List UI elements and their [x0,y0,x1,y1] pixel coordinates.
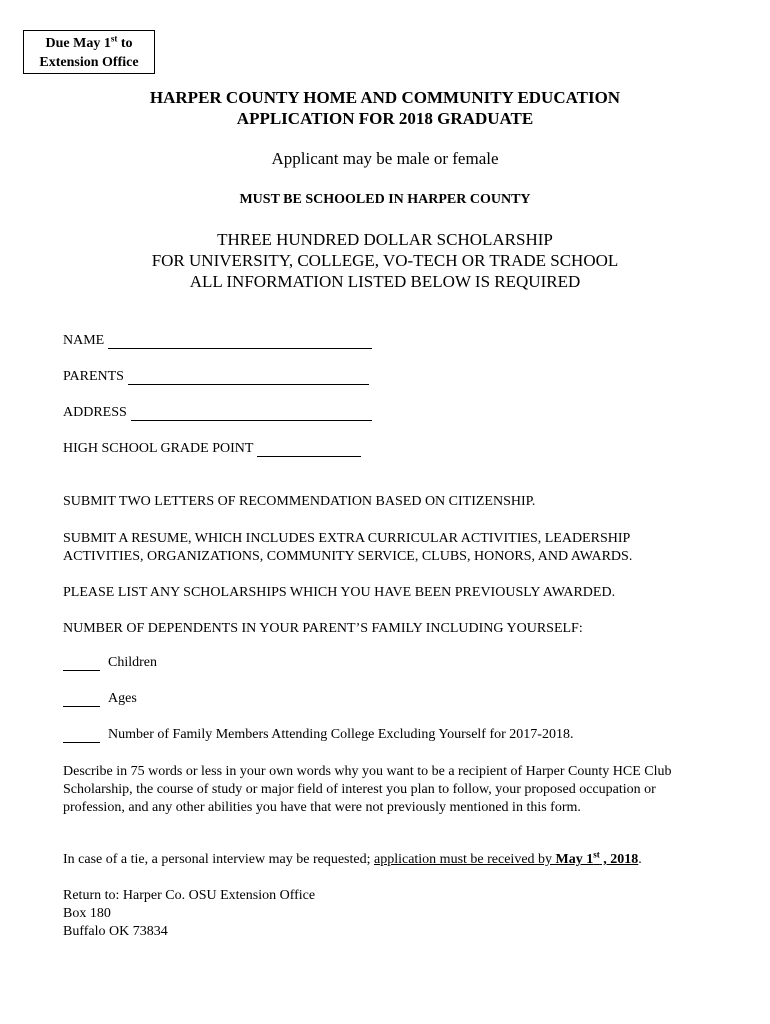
scholarships-instruction: PLEASE LIST ANY SCHOLARSHIPS WHICH YOU HAVE BEEN PREVIOUSLY AWARDED. [63,585,616,600]
form-title: HARPER COUNTY HOME AND COMMUNITY EDUCATION APPLICATION FOR 2018 GRADUATE [149,88,621,128]
due-office-line: Extension Office [39,55,139,70]
letters-instruction: SUBMIT TWO LETTERS OF RECOMMENDATION BASED ON CITIZENSHIP. [63,494,536,509]
gpa-blank[interactable] [257,444,361,457]
college-members-field[interactable]: Number of Family Members Attending College Excluding Yourself for 2017-2018. [63,727,573,743]
children-field[interactable]: Children [63,655,157,671]
scholarship-heading: THREE HUNDRED DOLLAR SCHOLARSHIP FOR UNIVERSITY, COLLEGE, VO-TECH OR TRADE SCHOOL ALL INFORMATION LISTED BELOW IS REQUIRED [151,230,619,291]
children-blank[interactable] [63,658,100,671]
parents-field[interactable]: PARENTS [63,369,369,385]
return-address: Return to: Harper Co. OSU Extension Office Box 180 Buffalo OK 73834 [63,888,316,939]
address-field[interactable]: ADDRESS [63,405,372,421]
parents-blank[interactable] [128,372,369,385]
essay-instruction: Describe in 75 words or less in your own words why you want to be a recipient of Harper County HCE Club Scholarship, the course of study or major field of interest you plan to follow, your proposed occupation or profession, and any other abilities you have that were not previously mentioned in this form. [63,764,672,815]
ages-field[interactable]: Ages [63,691,137,707]
gpa-field[interactable]: HIGH SCHOOL GRADE POINT [63,441,361,457]
due-date-line: Due May 1st to [45,33,133,51]
schooling-requirement: MUST BE SCHOOLED IN HARPER COUNTY [239,192,531,207]
name-field[interactable]: NAME [63,333,372,349]
applicant-note: Applicant may be male or female [271,149,499,168]
tie-note: In case of a tie, a personal interview may be requested; application must be received by May 1st , 2018. [63,849,642,867]
dependents-instruction: NUMBER OF DEPENDENTS IN YOUR PARENT’S FAMILY INCLUDING YOURSELF: [63,621,583,636]
due-date-box [23,30,155,74]
ages-blank[interactable] [63,694,100,707]
resume-instruction: SUBMIT A RESUME, WHICH INCLUDES EXTRA CURRICULAR ACTIVITIES, LEADERSHIP ACTIVITIES, ORGANIZATIONS, COMMUNITY SERVICE, CLUBS, HONORS, AND AWARDS. [63,531,633,564]
address-blank[interactable] [131,408,372,421]
deadline-text: application must be received by May 1st , 2018 [373,849,639,867]
college-members-blank[interactable] [63,730,100,743]
name-blank[interactable] [108,336,372,349]
